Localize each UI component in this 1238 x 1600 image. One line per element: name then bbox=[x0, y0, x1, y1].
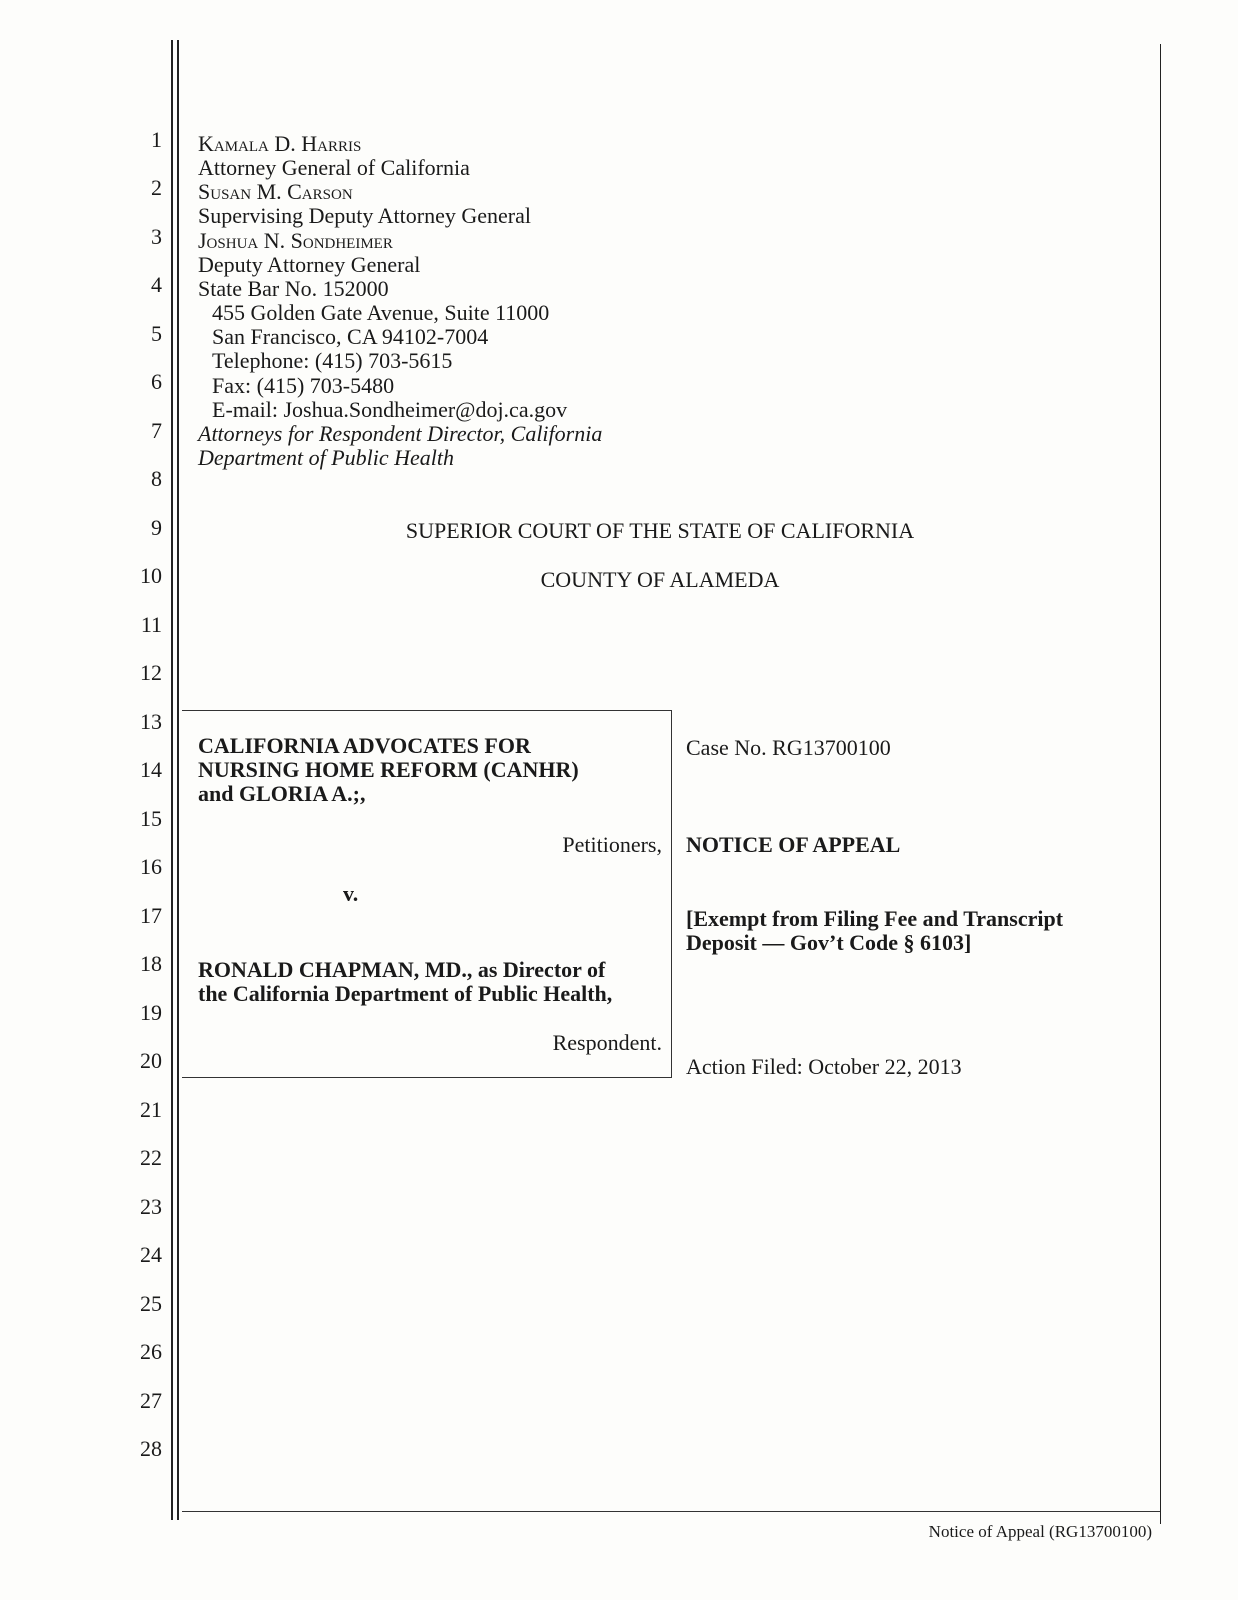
line-number: 9 bbox=[151, 515, 162, 540]
attorney-title: Attorney General of California bbox=[198, 155, 470, 180]
line-number: 3 bbox=[151, 224, 162, 249]
left-margin-rule-inner bbox=[177, 40, 179, 1520]
attorney-title: Supervising Deputy Attorney General bbox=[198, 203, 531, 228]
state-bar-number: State Bar No. 152000 bbox=[198, 276, 389, 301]
left-margin-rule-outer bbox=[171, 40, 173, 1520]
line-number: 2 bbox=[151, 175, 162, 200]
telephone: Telephone: (415) 703-5615 bbox=[212, 348, 453, 373]
attorney-name: Susan M. Carson bbox=[198, 179, 353, 204]
petitioners-label: Petitioners, bbox=[562, 832, 662, 857]
line-number: 7 bbox=[151, 418, 162, 443]
petitioner-name: NURSING HOME REFORM (CANHR) bbox=[198, 757, 579, 782]
court-county: COUNTY OF ALAMEDA bbox=[540, 567, 780, 592]
versus: v. bbox=[343, 881, 359, 906]
respondent-name: the California Department of Public Health, bbox=[198, 981, 613, 1006]
attorneys-for: Department of Public Health bbox=[198, 445, 455, 470]
attorney-name: Kamala D. Harris bbox=[198, 131, 362, 156]
email: E-mail: Joshua.Sondheimer@doj.ca.gov bbox=[212, 397, 568, 422]
line-number: 20 bbox=[140, 1048, 162, 1073]
line-number: 10 bbox=[140, 563, 162, 588]
line-number: 8 bbox=[151, 466, 162, 491]
respondent-label: Respondent. bbox=[552, 1030, 662, 1055]
line-number: 6 bbox=[151, 369, 162, 394]
respondent-name: RONALD CHAPMAN, MD., as Director of bbox=[198, 957, 606, 982]
line-number: 15 bbox=[140, 806, 162, 831]
attorney-title: Deputy Attorney General bbox=[198, 252, 421, 277]
address-city: San Francisco, CA 94102-7004 bbox=[212, 324, 489, 349]
attorneys-for: Attorneys for Respondent Director, California bbox=[198, 421, 603, 446]
footer-rule bbox=[182, 1511, 1160, 1512]
petitioner-name: CALIFORNIA ADVOCATES FOR bbox=[198, 733, 531, 758]
line-number: 24 bbox=[140, 1242, 162, 1267]
line-number: 26 bbox=[140, 1339, 162, 1364]
court-name: SUPERIOR COURT OF THE STATE OF CALIFORNIA bbox=[405, 518, 915, 543]
petitioner-name: and GLORIA A.;, bbox=[198, 781, 366, 806]
footer-text: Notice of Appeal (RG13700100) bbox=[928, 1522, 1152, 1541]
line-number: 16 bbox=[140, 854, 162, 879]
line-number: 28 bbox=[140, 1436, 162, 1461]
line-number: 22 bbox=[140, 1145, 162, 1170]
exempt-notice: [Exempt from Filing Fee and Transcript bbox=[686, 906, 1064, 931]
line-number: 17 bbox=[140, 903, 162, 928]
line-number: 11 bbox=[140, 612, 162, 637]
line-number: 14 bbox=[140, 757, 162, 782]
line-number: 4 bbox=[151, 272, 162, 297]
line-number: 5 bbox=[151, 321, 162, 346]
right-margin-rule bbox=[1160, 44, 1161, 1524]
attorney-name: Joshua N. Sondheimer bbox=[198, 228, 393, 253]
line-number: 23 bbox=[140, 1194, 162, 1219]
line-number: 19 bbox=[140, 1000, 162, 1025]
action-filed: Action Filed: October 22, 2013 bbox=[686, 1054, 962, 1079]
document-title: NOTICE OF APPEAL bbox=[686, 832, 901, 857]
line-number: 18 bbox=[140, 951, 162, 976]
line-number: 1 bbox=[151, 127, 162, 152]
line-number: 27 bbox=[140, 1388, 162, 1413]
fax: Fax: (415) 703-5480 bbox=[212, 373, 395, 398]
line-number: 21 bbox=[140, 1097, 162, 1122]
case-number: Case No. RG13700100 bbox=[686, 735, 891, 760]
line-number: 25 bbox=[140, 1291, 162, 1316]
exempt-notice: Deposit — Gov’t Code § 6103] bbox=[686, 930, 972, 955]
address-street: 455 Golden Gate Avenue, Suite 11000 bbox=[212, 300, 550, 325]
line-number: 13 bbox=[140, 709, 162, 734]
line-number: 12 bbox=[140, 660, 162, 685]
